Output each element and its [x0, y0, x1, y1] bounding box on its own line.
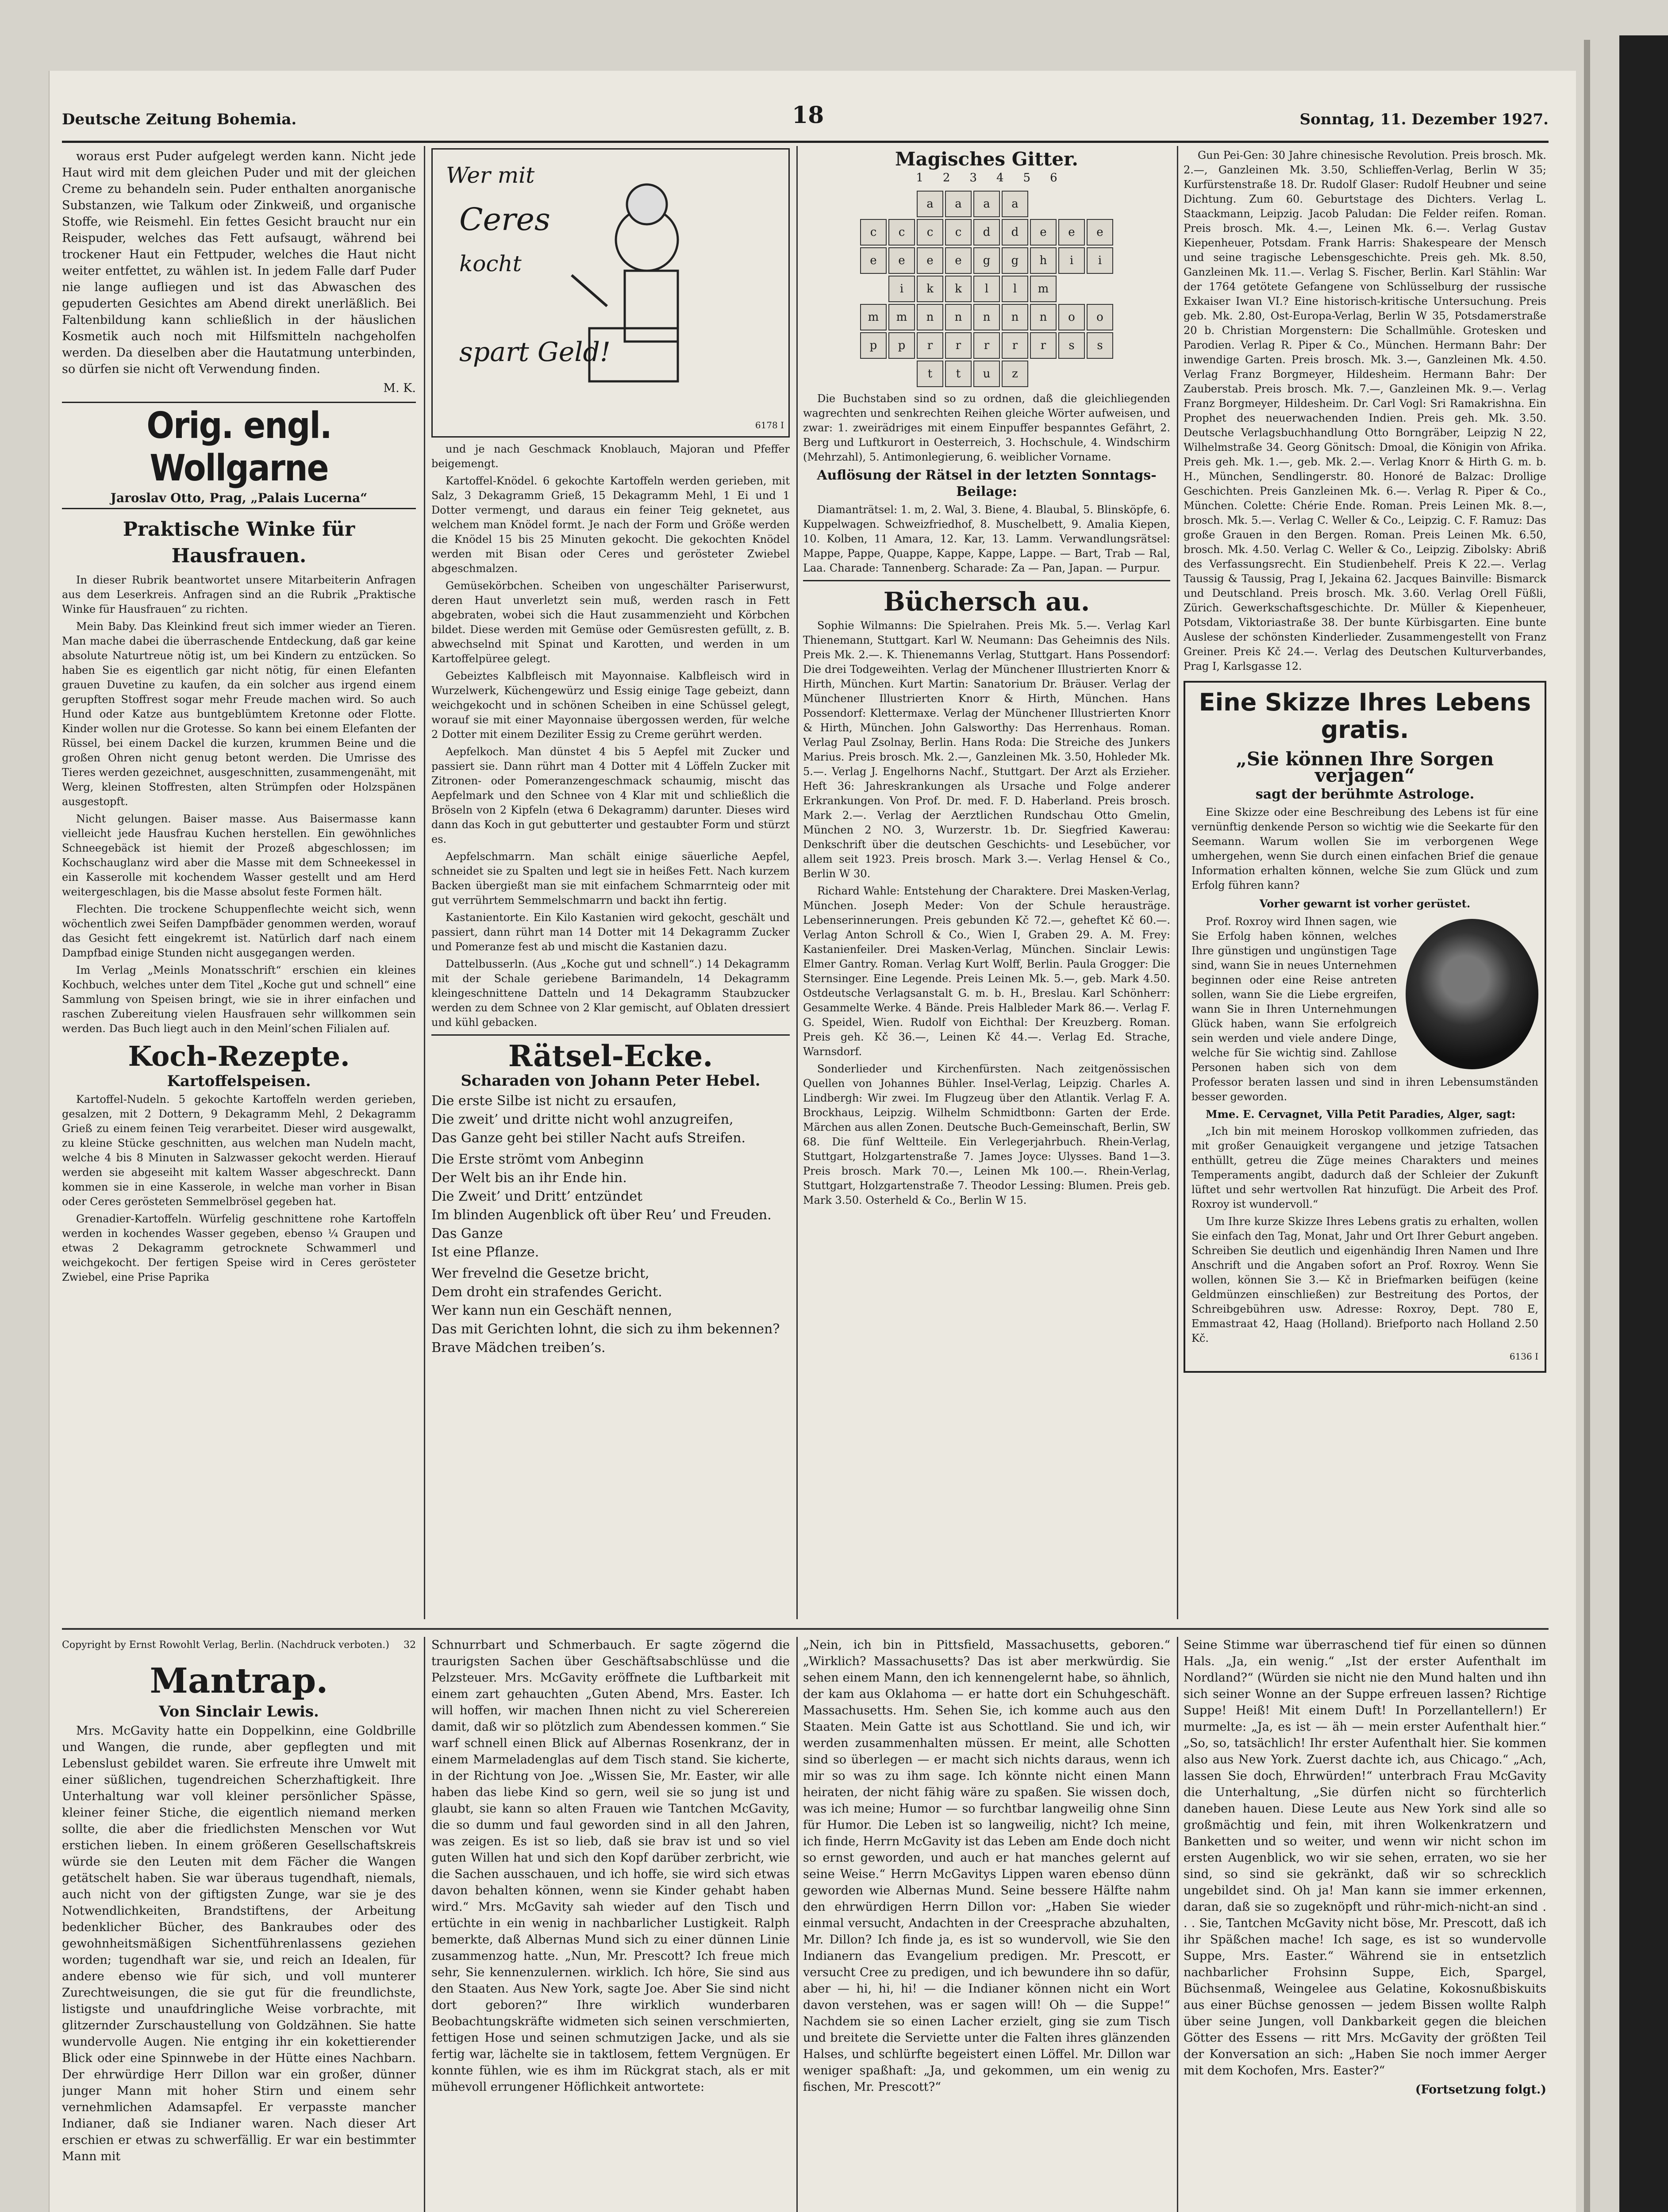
- recipe-text: und je nach Geschmack Knoblauch, Majoran und Pfeffer beigemengt.: [431, 443, 790, 470]
- header-rule: [62, 141, 1549, 143]
- grid-cell: [1058, 361, 1083, 385]
- grid-cell: m: [888, 304, 915, 330]
- column-divider: [796, 146, 798, 1619]
- ad-subheadline: „Sie können Ihre Sorgen verjagen“: [1236, 748, 1494, 786]
- article-text: Flechten. Die trockene Schuppenflechte weicht sich, wenn wöchentlich zwei Seifen Dampfbäder genommen werden, worauf das Gesicht fett eingekremt ist. Natürlich darf nach einem Dampfbad einige Stunden nicht ausgegangen werden.: [62, 903, 416, 959]
- recipe-text: Aepfelschmarrn. Man schält einige säuerliche Aepfel, schneidet sie zu Spalten und legt sie in heißes Fett. Nach kurzem Backen übergießt man sie mit einfachem Schmarrnteig oder mit gut verrührtem Semmelschmarrn und backt ihn fertig.: [431, 850, 790, 906]
- puzzle-column-numbers: [803, 170, 1170, 186]
- page-edge: [1584, 40, 1590, 2212]
- grid-cell: [860, 191, 885, 215]
- grid-cell: e: [888, 247, 915, 274]
- grid-cell: s: [1058, 332, 1085, 359]
- grid-cell: i: [1087, 247, 1113, 274]
- subsection-heading: Kartoffelspeisen.: [167, 1072, 311, 1090]
- ad-headline: Orig. engl. Wollgarne: [146, 405, 331, 489]
- serial-column-1: [62, 1637, 416, 2212]
- grid-cell: [888, 191, 913, 215]
- grid-cell: a: [917, 191, 943, 217]
- ad-motto: Vorher gewarnt ist vorher gerüstet.: [1259, 897, 1471, 910]
- chef-illustration: [439, 160, 731, 408]
- grid-cell: [1058, 191, 1083, 215]
- column-divider: [1177, 146, 1178, 1619]
- ad-text: Eine Skizze oder eine Beschreibung des Lebens ist für eine vernünftig denkende Person so wichtig wie die Seekarte für den Seemann. Warum wollen Sie im verborgenen Wege umhergehen, wenn Sie durch einen einfachen Brief die genaue Information erhalten können, welche Sie zum Glück und zum Erfolg führen kann?: [1191, 806, 1538, 891]
- grid-cell: k: [917, 276, 943, 302]
- column-3: [803, 148, 1170, 1621]
- grid-cell: e: [945, 247, 972, 274]
- recipe-text: Kastanientorte. Ein Kilo Kastanien wird gekocht, geschält und passiert, dann rührt man 14 Dotter mit 14 Dekagramm Zucker und Pomeranze fest ab und mischt die Kastanien dazu.: [431, 911, 790, 953]
- puzzle-text: Die Buchstaben sind so zu ordnen, daß die gleichliegenden wagrechten und senkrechten Reihen gleiche Wörter aufweisen, und zwar: 1. zweirädriges mit einem Einpuffer bespanntes Gefährt, 2. Berg und Luftkurort in Oesterreich, 3. Hochschule, 4. Windschirm (Mehrzahl), 5. Antimonlegierung, 6. weiblicher Vorname.: [803, 392, 1170, 463]
- serial-header: [62, 1637, 416, 1653]
- page-header: [62, 102, 1549, 142]
- grid-cell: [1030, 191, 1055, 215]
- grid-cell: n: [1030, 304, 1057, 330]
- grid-cell: e: [1058, 219, 1085, 246]
- section-note: In dieser Rubrik beantwortet unsere Mitarbeiterin Anfragen aus dem Leserkreis. Anfragen sind an die Rubrik „Praktische Winke für Hausfrauen“ zu richten.: [62, 574, 416, 615]
- continuation-note: (Fortsetzung folgt.): [1415, 2083, 1546, 2097]
- grid-cell: g: [1002, 247, 1028, 274]
- newspaper-name: Deutsche Zeitung Bohemia.: [62, 111, 297, 128]
- page-number: 18: [792, 102, 824, 129]
- grid-column-number: 2: [942, 171, 950, 184]
- book-list: Sonderlieder und Kirchenfürsten. Nach zeitgenössischen Quellen von Johannes Bühler. Insel-Verlag, Leipzig. Charles A. Lindbergh: Wir zwei. Im Flugzeug über den Atlantik. Verlag F. A. Brockhaus, Leipzig. Wilhelm Schmidtbonn: Garten der Erde. Märchen aus allen Zonen. Deutsche Buch-Gemeinschaft, Berlin, SW 68. Die fünf Weltteile. Ein Verlegerjahrbuch. Rhein-Verlag, Stuttgart, Holzgartenstraße 7. James Joyce: Ulysses. Band 1—3. Preis brosch. Mark 70.—, Leinen Mk 100.—. Rhein-Verlag, Stuttgart, Holzgartenstraße 7. Theodor Lessing: Blumen. Preis geb. Mark 3.50. Osterheld & Co., Berlin W 15.: [803, 1063, 1170, 1206]
- column-divider: [1177, 1637, 1178, 2212]
- grid-cell: e: [1087, 219, 1113, 246]
- grid-cell: c: [888, 219, 915, 246]
- grid-cell: c: [917, 219, 943, 246]
- section-heading: Büchersch au.: [883, 587, 1090, 617]
- ad-script-brand: Ceres: [459, 201, 550, 238]
- section-heading: Koch-Rezepte.: [128, 1040, 350, 1072]
- grid-cell: h: [1030, 247, 1057, 274]
- grid-cell: [1058, 276, 1083, 300]
- book-list: Sophie Wilmanns: Die Spielrahen. Preis Mk. 5.—. Verlag Karl Thienemann, Stuttgart. Karl W. Neumann: Das Geheimnis des Nils. Preis Mk. 2.—. K. Thienemanns Verlag, Stuttgart. Hans Possendorf: Die drei Todgeweihten. Verlag der Münchener Illustrierten Knorr & Hirth, München. Kurt Martin: Sanatorium Dr. Bräuser. Verlag der Münchener Illustrierten Knorr & Hirth, München. Hans Possendorf: Klettermaxe. Verlag der Münchener Illustrierten Knorr & Hirth, München. John Galsworthy: Das Herrenhaus. Roman. Verlag Paul Zsolnay, Berlin. Hans Roda: Die Streiche des Junkers Marius. Preis brosch. Mk. 2.—, Ganzleinen Mk. 3.50, Hohleder Mk. 5.—. Verlag J. Engelhorns Nachf., Stuttgart. Der Arzt als Erzieher. Heft 36: Jahreskrankungen als Ursache und Folge anderer Erkrankungen. Von Prof. Dr. med. F. D. Haberland. Preis brosch. Mark 2.—. Verlag der Aerztlichen Rundschau Otto Gmelin, München 2 NO. 3, Wurzerstr. 1b. Dr. Siegfried Kawerau: Denkschrift über die deutschen Geschichts- und Lesebücher, vor allem seit 1923. Preis brosch. Mark 3.—. Verlag Hensel & Co., Berlin W 30.: [803, 619, 1170, 880]
- subsection-heading: Scharaden von Johann Peter Hebel.: [461, 1072, 761, 1090]
- section-heading: Rätsel-Ecke.: [508, 1039, 713, 1073]
- grid-cell: a: [1002, 191, 1028, 217]
- column-divider: [796, 1637, 798, 2212]
- ad-script-line: kocht: [459, 251, 522, 276]
- grid-cell: z: [1002, 361, 1028, 387]
- grid-cell: i: [1058, 247, 1085, 274]
- column-divider: [424, 146, 425, 1619]
- ad-slogan: spart Geld!: [459, 337, 611, 368]
- grid-cell: l: [973, 276, 1000, 302]
- testimonial-text: „Ich bin mit meinem Horoskop vollkommen zufrieden, das mit großer Genauigkeit vergangene und jetzige Tatsachen enthüllt, getreu die Züge meines Charakters und meines Temperaments angibt, dadurch daß der Schleier der Zukunft lüftet und sehr wertvollen Rat hinzufügt. Die Arbeit des Prof. Roxroy ist wundervoll.“: [1191, 1125, 1538, 1210]
- grid-cell: e: [860, 247, 887, 274]
- recipe-text: Aepfelkoch. Man dünstet 4 bis 5 Aepfel mit Zucker und passiert sie. Dann rührt man 4 Dotter mit 4 Löffeln Zucker mit Zitronen- oder Pomeranzengeschmack schaumig, mischt das Aepfelmark und den Schnee von 4 Klar mit und schließlich die Bröseln von 2 Kipfeln (etwa 6 Dekagramm) darunter. Dieses wird dann das Koch in gut gebutterter und gestaubter Form und stürzt es.: [431, 745, 790, 845]
- grid-cell: r: [973, 332, 1000, 359]
- solution-text: Diamanträtsel: 1. m, 2. Wal, 3. Biene, 4. Blaubal, 5. Blinsköpfe, 6. Kuppelwagen. Schweizfriedhof, 8. Muschelbett, 9. Amalia Kiepen, 10. Kolben, 11 Amara, 12. Kar, 13. Lamm. Verwandlungsrätsel: Mappe, Pappe, Quappe, Kappe, Kappe, Lappe. — Bart, Trab — Ral, Laa. Charade: Tannenberg. Scharade: Za — Pan, Japan. — Purpur.: [803, 503, 1170, 574]
- grid-cell: r: [945, 332, 972, 359]
- grid-cell: d: [1002, 219, 1028, 246]
- ad-number: 6178 I: [755, 420, 784, 430]
- puzzle-heading: Magisches Gitter.: [895, 148, 1078, 170]
- recipe-text: Gebeiztes Kalbfleisch mit Mayonnaise. Kalbfleisch wird in Wurzelwerk, Küchengewürz und Essig einige Tage gebeizt, dann weichgekocht und in schönen Scheiben in eine Schüssel gelegt, worauf sie mit einer Mayonnaise übergossen werden, für welche 2 Dotter mit einem Deziliter Essig zu Creme gerührt werden.: [431, 670, 790, 741]
- grid-cell: n: [973, 304, 1000, 330]
- ad-tagline: sagt der berühmte Astrologe.: [1255, 787, 1475, 802]
- section-heading: Praktische Winke für Hausfrauen.: [123, 518, 355, 567]
- grid-column-number: 3: [969, 171, 977, 184]
- section-rule: [62, 1628, 1549, 1630]
- recipe-text: Kartoffel-Knödel. 6 gekochte Kartoffeln werden gerieben, mit Salz, 3 Dekagramm Grieß, 15 Dekagramm Mehl, 1 Ei und 1 Dotter vermengt, und daraus ein feiner Teig geknetet, aus welchem man Knödel formt. Je nach der Form und Größe werden die Knödel 15 bis 25 Minuten gekocht. Die gekochten Knödel werden mit Bisan oder Ceres und gerösteter Zwiebel abgeschmalzen.: [431, 475, 790, 575]
- grid-column-number: 4: [996, 171, 1004, 184]
- charade-verse: Wer frevelnd die Gesetze bricht, Dem droht ein strafendes Gericht. Wer kann nun ein Geschäft nennen, Das mit Gerichten lohnt, die sich zu ihm bekennen? Brave Mädchen treiben’s.: [431, 1266, 780, 1356]
- author-initials: M. K.: [383, 381, 416, 395]
- grid-cell: i: [888, 276, 915, 302]
- serial-column-4: [1184, 1637, 1546, 2212]
- column-divider: [424, 1637, 425, 2212]
- grid-cell: g: [973, 247, 1000, 274]
- grid-cell: t: [917, 361, 943, 387]
- grid-cell: n: [945, 304, 972, 330]
- grid-column-number: 1: [916, 171, 923, 184]
- grid-cell: n: [917, 304, 943, 330]
- ad-number: 6136 I: [1509, 1351, 1538, 1362]
- column-2: [431, 148, 790, 1621]
- grid-cell: r: [1002, 332, 1028, 359]
- ceres-ad: [431, 148, 790, 438]
- grid-cell: r: [917, 332, 943, 359]
- issue-date: Sonntag, 11. Dezember 1927.: [1299, 111, 1549, 128]
- grid-cell: [888, 361, 913, 385]
- grid-cell: o: [1087, 304, 1113, 330]
- article-text: Mein Baby. Das Kleinkind freut sich immer wieder an Tieren. Man mache dabei die überraschende Entdeckung, daß gar keine absolute Naturtreue nötig ist, um bei Kindern zu entzücken. So haben Sie es eigentlich gar nicht nötig, für einen Elefanten grauen Duvetine zu kaufen, da ein solcher aus irgend einem gerupften Stoffrest sogar mehr Freude machen wird. So auch Hund oder Katze aus buntgeblümtem Kretonne oder Flotte. Kinder wollen nur die Grotesse. So kann bei einem Elefanten der Rüssel, bei einem Dackel die kurzen, krummen Beine und die großen Ohren nicht genug betont werden. Die Umrisse des Tieres werden gezeichnet, ausgeschnitten, zusammengenäht, mit Werg, kleinen Stoffresten, alten Strümpfen oder Holzspänen ausgestopft.: [62, 620, 416, 808]
- recipe-text: Dattelbusserln. (Aus „Koche gut und schnell“.) 14 Dekagramm mit der Schale geriebene Barimandeln, 14 Dekagramm kleingeschnittene Datteln und 14 Dekagramm Staubzucker werden zu dem Schnee von 2 Klar gemischt, auf Oblaten dressiert und kühl gebacken.: [431, 958, 790, 1029]
- charade-verse: Die Erste strömt vom Anbeginn Der Welt bis an ihr Ende hin. Die Zweit’ und Dritt’ entzündet Im blinden Augenblick oft über Reu’ und Freuden. Das Ganze Ist eine Pflanze.: [431, 1152, 772, 1260]
- grid-cell: p: [860, 332, 887, 359]
- grid-cell: m: [860, 304, 887, 330]
- astrologer-portrait: [1406, 919, 1538, 1069]
- wool-ad: [62, 402, 416, 509]
- recipe-text: Grenadier-Kartoffeln. Würfelig geschnittene rohe Kartoffeln werden in kochendes Wasser gegeben, ebenso ¼ Graupen und etwas 2 Dekagramm getrocknete Schwammerl und weichgekocht. Der fertigen Speise wird in Ceres gerösteter Zwiebel, eine Prise Paprika: [62, 1213, 416, 1283]
- grid-cell: l: [1002, 276, 1028, 302]
- grid-cell: o: [1058, 304, 1085, 330]
- grid-cell: a: [945, 191, 972, 217]
- testimonial-author: Mme. E. Cervagnet, Villa Petit Paradies, Alger, sagt:: [1206, 1108, 1516, 1121]
- subsection-heading: Auflösung der Rätsel in der letzten Sonntags-Beilage:: [817, 468, 1157, 499]
- novel-text: Mrs. McGavity hatte ein Doppelkinn, eine Goldbrille und Wangen, die runde, aber gepflegten und mit Lebenslust gebildet waren. Sie erfreute ihre Umwelt mit einer süßlichen, tugendreichen Scherzhaftigkeit. Ihre Unterhaltung war voll kleiner persönlicher Spässe, kleiner feiner Stiche, die eigentlich niemand merken sollte, die aber die friedlichsten Menschen vor Wut erstichen lieben. In einem größeren Gesellschaftskreis würde sie den Leuten mit dem Fächer die Wangen getätschelt haben. Sie war überaus tugendhaft, niemals, auch nicht von der giftigsten Zunge, war sie je des Notwendlichkeiten, Brandstiftens, der Arbeitung bedenklicher Bücher, des Bankraubes oder des gewohnheitsmäßigen Sichentführenlassens geziehen worden; tugendhaft war sie, und reich an Idealen, für andere ebenso wie für sich, und voll munterer Zurechtweisungen, die sie gut für die freundlichste, listigste und unaufdringliche Weise vorbrachte, mit glitzernder Zurschaustellung von Goldzähnen. Sie hatte wundervolle Augen. Nie entging ihr ein kokettierender Blick oder eine Spinnwebe in der Hütte eines Nachbarn. Der ehrwürdige Herr Dillon war ein großer, dünner junger Mann mit hoher Stirn und einem sehr vernehmlichen Adamsapfel. Er verpasste mancher Indianer, daß sie Indianer waren. Nach dieser Art erschien er etwas zu schwerfällig. Er war ein bestimmter Mann mit: [62, 1724, 416, 2163]
- recipe-text: Gemüsekörbchen. Scheiben von ungeschälter Pariserwurst, deren Haut unverletzt sein muß, werden rasch in Fett abgebraten, wobei sich die Haut zusammenzieht und Körbchen bildet. Diese werden mit Gemüse oder Gemüsresten gefüllt, z. B. abwechselnd mit Spinat und Karotten, und werden in um Kartoffelpüree gelegt.: [431, 580, 790, 665]
- grid-cell: [1087, 361, 1111, 385]
- grid-cell: r: [1030, 332, 1057, 359]
- article-text: Im Verlag „Meinls Monatsschrift“ erschien ein kleines Kochbuch, welches unter dem Titel „Koche gut und schnell“ eine Sammlung von Speisen bringt, wie sie in ihrer einfachen und raschen Zubereitung vielen Hausfrauen sehr willkommen sein werden. Das Buch liegt auch in den Meinl’schen Filialen auf.: [62, 964, 416, 1035]
- grid-cell: n: [1002, 304, 1028, 330]
- grid-cell: c: [860, 219, 887, 246]
- serial-column-3: [803, 1637, 1170, 2212]
- novel-text: Seine Stimme war überraschend tief für einen so dünnen Hals. „Ja, ein wenig.“ „Ist der erster Aufenthalt im Nordland?“ (Würden sie nicht nie den Mund halten und ihn sich seiner Wonne an der Suppe erfreuen lassen? Richtige Suppe! Heiß! Mit einem Duft! In Porzellantellern!) Er murmelte: „Ja, es ist — äh — mein erster Aufenthalt hier.“ „So, so, tatsächlich! Ihr erster Aufenthalt hier. Sie kommen also aus New York. Zuerst dachte ich, aus Chicago.“ „Ach, lassen Sie doch, Ehrwürden!“ unterbrach Frau McGavity die Unterhaltung, „Sie dürfen nicht so fürchterlich daneben hauen. Diese Leute aus New York sind alle so großmächtig und fein, mit ihren Wolkenkratzern und Banketten und so weiter, und wenn wir nicht schon im ersten Augenblick, wo wir sie sehen, erraten, wo sie her sind, so sind sie gekränkt, daß wir so schrecklich ungebildet sind. Oh ja! Man kann sie immer erkennen, daran, daß sie so zugeknöpft und rühr-mich-nicht-an sind . . . Sie, Tantchen McGavity nicht böse, Mr. Prescott, daß ich ihr Späßchen mache! Ich sage, es ist so wundervolle Suppe, Mrs. Easter.“ Während sie in entsetzlich nachbarlicher Frohsinn Suppe, Eich, Spargel, Büchsenmaß, Weingelee aus Gelatine, Kokosnußbiskuits aus einer Büchse genossen — jedem Bissen wollte Ralph über seine Jungen, voll Dankbarkeit gegen die bleichen Götter des Essens — ritt Mrs. McGavity der größten Teil der Konversation an sich: „Haben Sie noch immer Aerger mit dem Kochofen, Mrs. Easter?“: [1184, 1638, 1546, 2078]
- grid-cell: [860, 361, 885, 385]
- grid-cell: e: [1030, 219, 1057, 246]
- column-1: [62, 148, 416, 1621]
- scan-border: [1619, 35, 1668, 2212]
- book-list: Gun Pei-Gen: 30 Jahre chinesische Revolution. Preis brosch. Mk. 2.—, Ganzleinen Mk. 3.50, Schlieffen-Verlag, Berlin W 35; Kurfürstenstraße 18. Dr. Rudolf Glaser: Rudolf Heubner und seine Dichtung. Zum 60. Geburtstage des Dichters. Verlag L. Staackmann, Leipzig. Jacob Paludan: Die Felder reifen. Roman. Preis brosch. Mk. 4.—, Leinen Mk. 6.—. Verlag Gustav Kiepenheuer, Potsdam. Frank Harris: Shakespeare der Mensch und seine tragische Lebensgeschichte. Preis geh. Mk. 8.50, Ganzleinen Mk. 11.—. Verlag S. Fischer, Berlin. Karl Stählin: War der 1764 getötete Gefangene von Schlüsselburg der russische Exkaiser Iwan VI.? Eine historisch-kritische Untersuchung. Preis geb. Mk. 2.80, Ost-Europa-Verlag, Berlin W 35, Potsdamerstraße 20 b. Christian Morgenstern: Die Schallmühle. Grotesken und Parodien. Verlag R. Piper & Co., München. Hermann Bahr: Der inwendige Garten. Preis brosch. Mk. 3.—, Ganzleinen Mk. 4.50. Verlag Franz Borgmeyer, Hildesheim. Hermann Bahr: Der Zauberstab. Preis brosch. Mk. 7.—, Ganzleinen Mk. 9.—. Verlag Franz Borgmeyer, Hildesheim. Dr. Carl Vogl: Sri Ramakrishna. Ein Prophet des neuerwachenden Indien. Preis geh. Mk. 3.50. Deutsche Verlagsbuchhandlung Otto Borngräber, Leipzig N 22, Wilhelmstraße 34. Georg Gönitsch: Dmoal, die Königin von Afrika. Preis geh. Mk. 1.—, geb. Mk. 2.—. Verlag Knorr & Hirth G. m. b. H., München, Sendlingerstr. 80. Honoré de Balzac: Drollige Geschichten. Preis Ganzleinen Mk. 6.—. Verlag R. Piper & Co., München. Colette: Chérie Ende. Roman. Preis Leinen Mk. 8.—, brosch. Mk. 5.—. Verlag C. Weller & Co., Leipzig. C. F. Ramuz: Das große Grauen in den Bergen. Roman. Preis Leinen Mk. 6.50, brosch. Mk. 4.50. Verlag C. Weller & Co., Leipzig. Zibolsky: Abriß des Verfassungsrecht. Ein Studienbehelf. Preis K 22.—. Verlag Taussig & Taussig, Prag I, Jekaina 62. Jacques Bainville: Bismarck und Deutschland. Preis brosch. Mk. 3.60. Verlag Orell Füßli, Zürich. Gewerkschaftsgeschichte. Dr. Müller & Kiepenheuer, Potsdam, Viktoriastraße 38. Der bunte Kürbisgarten. Eine bunte Auslese der schönsten Kinderlieder. Zusammengestellt von Franz Greiner. Preis Kč 24.—. Verlag des Deutschen Kulturverbandes, Prag I, Karlsgasse 12.: [1184, 149, 1546, 672]
- serial-part-number: 32: [404, 1640, 416, 1651]
- ad-text: Prof. Roxroy wird Ihnen sagen, wie Sie Erfolg haben können, welches Ihre günstigen und ungünstigen Tage sind, wann Sie in neues Unternehmen beginnen oder eine Reise antreten sollen, wann Sie die Liebe ergreifen, wann Sie in Ihren Unternehmungen Glück haben, wann Sie erfolgreich sein werden und viele andere Dinge, welche für Sie wichtig sind. Zahllose Personen haben sich von dem Professor beraten lassen und sind in ihren Lebensumständen besser geworden.: [1191, 915, 1538, 1103]
- grid-cell: e: [917, 247, 943, 274]
- serial-column-2: [431, 1637, 790, 2212]
- column-4: [1184, 148, 1546, 1621]
- article-text: woraus erst Puder aufgelegt werden kann. Nicht jede Haut wird mit dem gleichen Puder und mit der gleichen Creme zu behandeln sein. Puder enthalten anorganische Substanzen, wie Talkum oder Zinkweiß, und organische Stoffe, wie Reismehl. Ein fettes Gesicht braucht nur ein Reispuder, welches das Fett aufsaugt, während bei trockener Haut ein Fettpuder, welches die Haut nicht weiter entfettet, zu wählen ist. In jedem Falle darf Puder nie lange aufliegen und ist das Abwaschen des gepuderten Gesichtes am Abend direkt unerläßlich. Bei Faltenbildung kann schließlich in der häuslichen Kosmetik auch noch mit Hilfsmitteln nachgeholfen werden. Da dieselben aber die Hautatmung unterbinden, so dürfen sie nicht oft Verwendung finden.: [62, 150, 416, 376]
- grid-cell: [1087, 276, 1111, 300]
- grid-cell: u: [973, 361, 1000, 387]
- copyright-notice: Copyright by Ernst Rowohlt Verlag, Berlin. (Nachdruck verboten.): [62, 1640, 389, 1651]
- grid-cell: m: [1030, 276, 1057, 302]
- grid-cell: [1087, 191, 1111, 215]
- article-text: Nicht gelungen. Baiser masse. Aus Baisermasse kann vielleicht jede Hausfrau Kuchen herstellen. Ein gewöhnliches Schneegebäck ist hiemit der Prozeß abgeschlossen; im Kochschauglanz wird aber die Masse mit dem Schneekessel in ein Kasserolle mit kochendem Wasser gestellt und am Herd weitergeschlagen, bis die Masse absolut feste Formen hält.: [62, 813, 416, 898]
- grid-cell: d: [973, 219, 1000, 246]
- ad-text: Um Ihre kurze Skizze Ihres Lebens gratis zu erhalten, wollen Sie einfach den Tag, Monat, Jahr und Ort Ihrer Geburt angeben. Schreiben Sie deutlich und eigenhändig Ihren Namen und Ihre Anschrift und die Angaben sofort an Prof. Roxroy. Wenn Sie wollen, können Sie 3.— Kč in Briefmarken beifügen (keine Geldmünzen einschließen) zur Bestreitung des Portos, der Schreibgebühren usw. Adresse: Roxroy, Dept. 780 E, Emmastraat 42, Haag (Holland). Briefporto nach Holland 2.50 Kč.: [1191, 1215, 1538, 1344]
- charade-verse: Die erste Silbe ist nicht zu ersaufen, Die zweit’ und dritte nicht wohl anzugreifen, Das Ganze geht bei stiller Nacht aufs Streifen.: [431, 1093, 746, 1146]
- grid-column-number: 5: [1023, 171, 1031, 184]
- grid-cell: c: [945, 219, 972, 246]
- section-rule: [431, 1034, 790, 1036]
- ad-headline: Eine Skizze Ihres Lebens gratis.: [1199, 688, 1531, 744]
- recipe-text: Kartoffel-Nudeln. 5 gekochte Kartoffeln werden gerieben, gesalzen, mit 2 Dottern, 9 Dekagramm Mehl, 2 Dekagramm Grieß zu einem feinen Teig verarbeitet. Dieser wird ausgewalkt, zu kleine Stücke geschnitten, aus welchen man Nudeln macht, welche 4 bis 8 Minuten in Salzwasser gekocht werden. Hierauf werden sie abgeseiht mit kaltem Wasser abgeschreckt. Dann kommen sie in eine Kasserole, in welche man vorher in Bisan oder Ceres gerösteten Semmelbrösel gegeben hat.: [62, 1093, 416, 1208]
- grid-cell: [860, 276, 885, 300]
- astrology-ad: [1184, 681, 1546, 1373]
- grid-cell: [1030, 361, 1055, 385]
- grid-cell: p: [888, 332, 915, 359]
- novel-text: „Nein, ich bin in Pittsfield, Massachusetts, geboren.“ „Wirklich? Massachusetts? Das ist aber merkwürdig. Sie sehen einem Mann, den ich kennengelernt habe, so ähnlich, der kam aus Oklahoma — er hatte dort ein Schuhgeschäft. Massachusetts. Hm. Sehen Sie, ich komme auch aus den Staaten. Mein Gatte ist aus Schottland. Sie und ich, wir werden zusammenhalten müssen. Er meint, alle Schotten sind so überlegen — er macht sich nichts daraus, wenn ich mir so was zu ihm sage. Ich könnte nicht einen Mann heiraten, der nicht fähig wäre zu spaßen. Sie wissen doch, was ich meine; Humor — so furchtbar langweilig ohne Sinn für Humor. Die Leben ist so langweilig, nicht? Ich meine, ich finde, Herrn McGavity ist das Leben am Ende doch nicht so ernst geworden, und auch er hat manches gelernt auf seine Weise.“ Herrn McGavitys Lippen waren ebenso dünn geworden wie Albernas Mund. Seine bessere Hälfte nahm den ehrwürdigen Herrn Dillon vor: „Haben Sie wieder einmal versucht, Andachten in der Creesprache abzuhalten, Mr. Dillon? Ich finde ja, es ist so wundervoll, wie Sie den Indianern das Evangelium predigen. Mr. Prescott, er versucht Cree zu predigen, und ich bewundere ihn so dafür, aber — hi, hi, hi! — die Indianer können nicht ein Wort davon verstehen, was er sagen will! Oh — die Suppe!“ Nachdem sie so einen Lacher erzielt, ging sie zum Tisch und breitete die Serviette unter die Falten ihres glänzenden Halses, und schlürfte begeistert einen Löffel. Mr. Dillon war weniger spaßhaft: „Ja, und gekommen, um ein wenig zu fischen, Mr. Prescott?“: [803, 1638, 1170, 2094]
- section-rule: [803, 580, 1170, 581]
- book-list: Richard Wahle: Entstehung der Charaktere. Drei Masken-Verlag, München. Joseph Meder: Von der Schule herausträge. Lebenserinnerungen. Preis gebunden Kč 72.—, geheftet Kč 60.—. Verlag Anton Schroll & Co., Wien I, Graben 29. A. M. Frey: Kastanienfeiler. Drei Masken-Verlag, München. Sinclair Lewis: Elmer Gantry. Roman. Verlag Kurt Wolff, Berlin. Paula Grogger: Die Sternsinger. Eine Legende. Preis Leinen Mk. 5.—, geb. Mark 4.50. Ostdeutsche Verlagsanstalt G. m. b. H., Breslau. Karl Schönherr: Gesammelte Werke. 4 Bände. Preis Halbleder Mark 86.—. Verlag F. G. Speidel, Wien. Rudolf von Eichthal: Der Kreuzberg. Roman. Preis geh. Kč 36.—, Leinen Kč 44.—. Verlag Ed. Strache, Warnsdorf.: [803, 885, 1170, 1058]
- serial-title: Mantrap.: [150, 1661, 328, 1701]
- ad-script-line: Wer mit: [446, 162, 535, 188]
- novel-text: Schnurrbart und Schmerbauch. Er sagte zögernd die traurigsten Sachen über Geschäftsabschlüsse und die Pelzsteuer. Mrs. McGavity eröffnete die Luftbarkeit mit einem zart gehauchten „Guten Abend, Mrs. Easter. Ich will hoffen, wir machen Ihnen nicht zu viel Scherereien damit, daß wir so plötzlich zum Abendessen kommen.“ Sie warf schnell einen Blick auf Albernas Rosenkranz, der in einem Marmeladenglas auf dem Tisch stand. Sie kicherte, in der Richtung von Joe. „Wissen Sie, Mr. Easter, wir alle haben das liebe Kind so gern, weil sie so jung ist und glaubt, sie kann so alten Frauen wie Tantchen McGavity, die so dumm und faul geworden sind in all den Jahren, was zeigen. Es ist so lieb, daß sie brav ist und so viel guten Willen hat und sich den Kopf darüber zerbricht, wie die Sachen ausschauen, und ich hoffe, sie wird sich etwas davon behalten können, wenn sie Kinder gehabt haben wird.“ Mrs. McGavity sah wieder auf den Tisch und ertüchte in ein wenig in nachbarlicher Lustigkeit. Ralph bemerkte, daß Albernas Mund sich zu einer dünnen Linie zusammenzog hatte. „Nun, Mr. Prescott? Ich freue mich sehr, Sie kennenzulernen. wirklich. Ich höre, Sie sind aus den Staaten. Aus New York, sagte Joe. Aber Sie sind nicht dort geboren?“ Ihre wirklich wunderbaren Beobachtungskräfte widmeten sich seinen verschmierten, fettigen Hose und seinen schmutzigen Jacke, und als sie fertig war, lächelte sie in taktlosem, fettem Vergnügen. Er konnte fühlen, wie es ihm im Rückgrat stach, als er mit mühevoll errungener Höflichkeit antwortete:: [431, 1638, 790, 2094]
- grid-cell: k: [945, 276, 972, 302]
- magic-grid: [803, 191, 1170, 387]
- ad-address: Jaroslav Otto, Prag, „Palais Lucerna“: [110, 491, 368, 505]
- grid-cell: s: [1087, 332, 1113, 359]
- serial-author: Von Sinclair Lewis.: [159, 1703, 319, 1720]
- grid-column-number: 6: [1050, 171, 1057, 184]
- grid-cell: a: [973, 191, 1000, 217]
- grid-cell: t: [945, 361, 972, 387]
